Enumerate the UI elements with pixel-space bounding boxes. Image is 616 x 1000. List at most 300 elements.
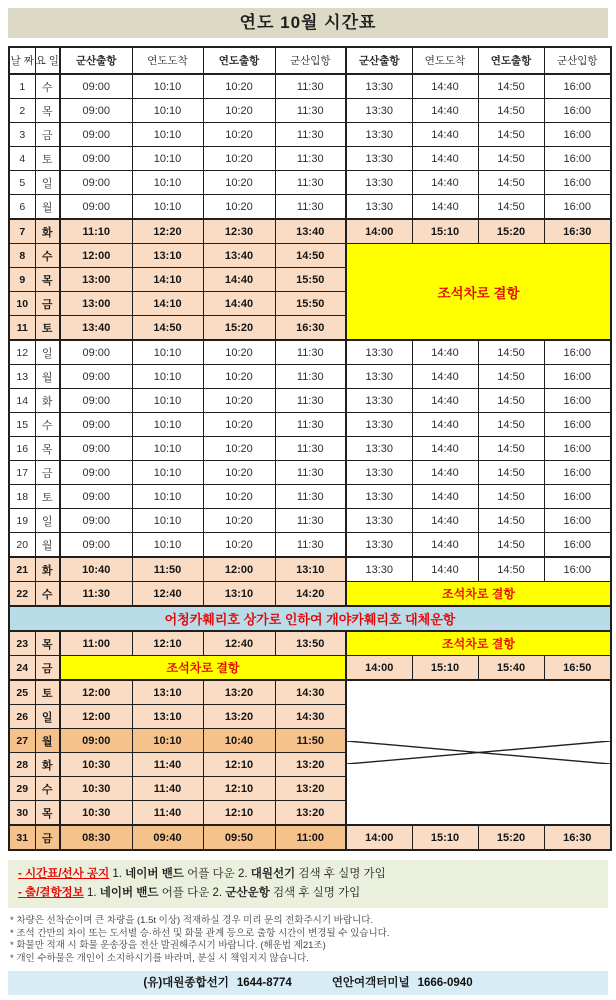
time-cell: 14:40	[412, 389, 478, 413]
time-cell: 15:50	[275, 268, 346, 292]
time-cell: 11:30	[275, 461, 346, 485]
time-cell: 11:30	[275, 195, 346, 220]
time-cell: 11:30	[275, 413, 346, 437]
time-cell: 14:20	[275, 582, 346, 607]
time-cell: 09:00	[60, 123, 132, 147]
time-cell: 09:00	[60, 147, 132, 171]
time-cell: 14:40	[203, 292, 275, 316]
time-cell: 14:40	[412, 413, 478, 437]
time-cell: 14:40	[412, 123, 478, 147]
time-cell: 13:30	[346, 413, 412, 437]
time-cell: 14:50	[478, 195, 544, 220]
notice-text: 검색 후 실명 가입	[269, 887, 361, 899]
time-cell: 13:30	[346, 74, 412, 99]
time-cell: 16:30	[544, 825, 611, 850]
notice-bold-keyword: 대원선기	[250, 868, 296, 880]
day-cell: 수	[35, 244, 60, 268]
time-cell: 14:40	[412, 533, 478, 558]
time-cell: 13:30	[346, 557, 412, 582]
time-cell: 13:10	[203, 582, 275, 607]
cancelled-cell: 조석차로 결항	[346, 631, 611, 656]
notice-text: 1.	[109, 868, 126, 880]
day-cell: 월	[35, 365, 60, 389]
time-cell: 10:20	[203, 365, 275, 389]
time-cell: 11:30	[275, 437, 346, 461]
time-cell: 11:30	[275, 99, 346, 123]
time-cell: 14:30	[275, 705, 346, 729]
table-row	[9, 582, 611, 607]
time-cell: 11:50	[275, 729, 346, 753]
day-cell: 화	[35, 557, 60, 582]
time-cell: 14:40	[412, 557, 478, 582]
time-cell: 13:30	[346, 99, 412, 123]
day-cell: 수	[35, 74, 60, 99]
time-cell: 12:40	[132, 582, 203, 607]
date-cell: 17	[9, 461, 35, 485]
time-cell: 13:20	[203, 680, 275, 705]
date-cell: 14	[9, 389, 35, 413]
time-cell: 09:00	[60, 485, 132, 509]
time-cell: 16:30	[544, 219, 611, 244]
table-row	[9, 437, 611, 461]
date-cell: 3	[9, 123, 35, 147]
day-cell: 목	[35, 268, 60, 292]
date-cell: 19	[9, 509, 35, 533]
day-cell: 목	[35, 99, 60, 123]
time-cell: 11:30	[275, 509, 346, 533]
day-cell: 금	[35, 825, 60, 850]
table-row	[9, 195, 611, 220]
time-cell: 12:20	[132, 219, 203, 244]
time-cell: 14:50	[478, 413, 544, 437]
cancelled-cell: 조석차로 결항	[346, 582, 611, 607]
time-cell: 16:00	[544, 74, 611, 99]
time-cell: 11:30	[275, 74, 346, 99]
date-cell: 6	[9, 195, 35, 220]
time-cell: 10:10	[132, 437, 203, 461]
time-cell: 16:00	[544, 99, 611, 123]
day-cell: 화	[35, 753, 60, 777]
time-cell: 16:00	[544, 389, 611, 413]
table-row	[9, 606, 611, 631]
table-row	[9, 461, 611, 485]
time-cell: 14:50	[478, 533, 544, 558]
time-cell: 13:10	[132, 680, 203, 705]
time-cell: 14:10	[132, 292, 203, 316]
time-cell: 10:20	[203, 74, 275, 99]
time-cell: 16:00	[544, 365, 611, 389]
table-row	[9, 147, 611, 171]
day-cell: 일	[35, 340, 60, 365]
table-row	[9, 389, 611, 413]
time-cell: 09:00	[60, 533, 132, 558]
time-cell: 14:40	[412, 365, 478, 389]
column-header: 군산출항	[60, 47, 132, 74]
time-cell: 10:10	[132, 99, 203, 123]
table-row	[9, 123, 611, 147]
contact-company: (유)대원종합선기	[143, 977, 229, 989]
table-row	[9, 656, 611, 681]
notice-label-departure-info: - 출/결항정보	[18, 887, 84, 899]
time-cell: 13:30	[346, 340, 412, 365]
x-cross-icon	[347, 741, 610, 764]
time-cell: 10:30	[60, 801, 132, 826]
date-cell: 20	[9, 533, 35, 558]
column-header: 군산출항	[346, 47, 412, 74]
footnote-line: * 개인 수하물은 개인이 소지하시기를 바라며, 분실 시 책임지지 않습니다.	[10, 952, 309, 964]
time-cell: 09:40	[132, 825, 203, 850]
time-cell: 14:00	[346, 825, 412, 850]
time-cell: 14:40	[412, 437, 478, 461]
time-cell: 16:00	[544, 195, 611, 220]
column-header: 요 일	[35, 47, 60, 74]
time-cell: 09:00	[60, 413, 132, 437]
day-cell: 금	[35, 656, 60, 681]
time-cell: 10:40	[60, 557, 132, 582]
time-cell: 11:30	[275, 147, 346, 171]
notice-line-timetable	[18, 865, 598, 884]
date-cell: 29	[9, 777, 35, 801]
time-cell: 10:10	[132, 147, 203, 171]
day-cell: 화	[35, 219, 60, 244]
date-cell: 21	[9, 557, 35, 582]
time-cell: 13:00	[60, 292, 132, 316]
time-cell: 10:20	[203, 485, 275, 509]
day-cell: 토	[35, 316, 60, 341]
table-row	[9, 485, 611, 509]
time-cell: 11:30	[275, 365, 346, 389]
time-cell: 13:10	[275, 557, 346, 582]
time-cell: 09:00	[60, 437, 132, 461]
table-row	[9, 557, 611, 582]
time-cell: 10:10	[132, 389, 203, 413]
time-cell: 13:30	[346, 509, 412, 533]
time-cell: 14:40	[203, 268, 275, 292]
column-header: 군산입항	[544, 47, 611, 74]
day-cell: 금	[35, 123, 60, 147]
time-cell: 14:50	[478, 437, 544, 461]
time-cell: 09:00	[60, 74, 132, 99]
table-row	[9, 825, 611, 850]
time-cell: 13:30	[346, 195, 412, 220]
date-cell: 5	[9, 171, 35, 195]
notice-text: 검색 후 실명 가입	[295, 868, 386, 880]
time-cell: 16:30	[275, 316, 346, 341]
time-cell: 16:00	[544, 171, 611, 195]
footnotes	[10, 915, 606, 965]
time-cell: 10:20	[203, 123, 275, 147]
time-cell: 11:50	[132, 557, 203, 582]
date-cell: 7	[9, 219, 35, 244]
time-cell: 16:00	[544, 461, 611, 485]
time-cell: 10:10	[132, 195, 203, 220]
time-cell: 14:40	[412, 99, 478, 123]
notice-text: 어플 다운 2.	[158, 887, 226, 899]
time-cell: 10:30	[60, 753, 132, 777]
time-cell: 11:40	[132, 801, 203, 826]
time-cell: 14:50	[478, 340, 544, 365]
time-cell: 11:00	[275, 825, 346, 850]
replacement-vessel-banner: 어청카훼리호 상가로 인하여 개야카훼리호 대체운항	[9, 606, 611, 631]
day-cell: 화	[35, 389, 60, 413]
time-cell: 12:40	[203, 631, 275, 656]
column-header: 날 짜	[9, 47, 35, 74]
time-cell: 09:00	[60, 99, 132, 123]
time-cell: 13:30	[346, 437, 412, 461]
time-cell: 13:30	[346, 461, 412, 485]
time-cell: 14:50	[478, 365, 544, 389]
time-cell: 10:10	[132, 485, 203, 509]
time-cell: 09:00	[60, 729, 132, 753]
table-row	[9, 74, 611, 99]
time-cell: 15:20	[478, 825, 544, 850]
day-cell: 수	[35, 777, 60, 801]
time-cell: 16:00	[544, 123, 611, 147]
time-cell: 15:10	[412, 656, 478, 681]
day-cell: 토	[35, 485, 60, 509]
timetable-body	[9, 74, 611, 850]
time-cell: 11:00	[60, 631, 132, 656]
date-cell: 28	[9, 753, 35, 777]
time-cell: 14:40	[412, 509, 478, 533]
time-cell: 10:20	[203, 533, 275, 558]
time-cell: 13:10	[132, 244, 203, 268]
time-cell: 13:20	[275, 753, 346, 777]
column-header: 연도도착	[412, 47, 478, 74]
time-cell: 10:20	[203, 195, 275, 220]
day-cell: 일	[35, 705, 60, 729]
time-cell: 09:00	[60, 340, 132, 365]
time-cell: 14:50	[478, 171, 544, 195]
time-cell: 10:20	[203, 461, 275, 485]
date-cell: 16	[9, 437, 35, 461]
time-cell: 10:20	[203, 147, 275, 171]
no-service-crossed-cell	[346, 680, 611, 825]
time-cell: 13:10	[132, 705, 203, 729]
day-cell: 일	[35, 171, 60, 195]
date-cell: 4	[9, 147, 35, 171]
notice-text: 1.	[83, 887, 100, 899]
footnote-line: * 화물만 적재 시 화물 운송장을 전산 발권해주시기 바랍니다. (해운법 제21조)	[10, 940, 326, 951]
date-cell: 18	[9, 485, 35, 509]
time-cell: 13:40	[275, 219, 346, 244]
time-cell: 10:10	[132, 729, 203, 753]
time-cell: 10:10	[132, 533, 203, 558]
time-cell: 14:40	[412, 340, 478, 365]
time-cell: 12:10	[132, 631, 203, 656]
time-cell: 14:50	[478, 74, 544, 99]
time-cell: 10:10	[132, 509, 203, 533]
time-cell: 13:40	[203, 244, 275, 268]
time-cell: 14:50	[478, 123, 544, 147]
time-cell: 11:30	[275, 340, 346, 365]
time-cell: 14:40	[412, 171, 478, 195]
time-cell: 14:50	[478, 485, 544, 509]
time-cell: 13:30	[346, 365, 412, 389]
time-cell: 09:50	[203, 825, 275, 850]
table-row	[9, 244, 611, 268]
time-cell: 14:50	[478, 389, 544, 413]
time-cell: 15:20	[203, 316, 275, 341]
date-cell: 8	[9, 244, 35, 268]
column-header: 연도도착	[132, 47, 203, 74]
time-cell: 16:00	[544, 533, 611, 558]
time-cell: 13:30	[346, 389, 412, 413]
time-cell: 15:20	[478, 219, 544, 244]
notice-bold-naver-band: 네이버 밴드	[99, 887, 159, 899]
time-cell: 14:10	[132, 268, 203, 292]
time-cell: 14:40	[412, 74, 478, 99]
date-cell: 15	[9, 413, 35, 437]
day-cell: 토	[35, 147, 60, 171]
time-cell: 14:00	[346, 656, 412, 681]
day-cell: 목	[35, 437, 60, 461]
time-cell: 09:00	[60, 389, 132, 413]
date-cell: 26	[9, 705, 35, 729]
day-cell: 수	[35, 413, 60, 437]
time-cell: 16:00	[544, 485, 611, 509]
time-cell: 14:30	[275, 680, 346, 705]
table-row	[9, 413, 611, 437]
time-cell: 16:00	[544, 557, 611, 582]
date-cell: 23	[9, 631, 35, 656]
date-cell: 25	[9, 680, 35, 705]
time-cell: 14:50	[478, 99, 544, 123]
time-cell: 14:50	[478, 147, 544, 171]
timetable	[8, 46, 612, 851]
table-row	[9, 680, 611, 705]
time-cell: 16:50	[544, 656, 611, 681]
table-row	[9, 533, 611, 558]
time-cell: 11:30	[275, 533, 346, 558]
time-cell: 10:20	[203, 389, 275, 413]
time-cell: 16:00	[544, 509, 611, 533]
time-cell: 10:20	[203, 171, 275, 195]
time-cell: 14:40	[412, 147, 478, 171]
notice-label-timetable: - 시간표/선사 공지	[18, 868, 110, 880]
time-cell: 10:20	[203, 99, 275, 123]
time-cell: 09:00	[60, 365, 132, 389]
contact-terminal: 연안여객터미널	[331, 977, 410, 989]
date-cell: 2	[9, 99, 35, 123]
time-cell: 16:00	[544, 147, 611, 171]
date-cell: 1	[9, 74, 35, 99]
time-cell: 15:40	[478, 656, 544, 681]
time-cell: 14:50	[275, 244, 346, 268]
time-cell: 11:30	[275, 485, 346, 509]
time-cell: 13:50	[275, 631, 346, 656]
time-cell: 16:00	[544, 437, 611, 461]
time-cell: 14:50	[478, 461, 544, 485]
time-cell: 10:20	[203, 437, 275, 461]
date-cell: 27	[9, 729, 35, 753]
table-row	[9, 171, 611, 195]
time-cell: 12:00	[203, 557, 275, 582]
timetable-header	[9, 47, 611, 74]
time-cell: 14:40	[412, 195, 478, 220]
table-row	[9, 219, 611, 244]
time-cell: 10:20	[203, 340, 275, 365]
time-cell: 09:00	[60, 195, 132, 220]
notice-bold-naver-band: 네이버 밴드	[125, 868, 184, 880]
time-cell: 13:30	[346, 171, 412, 195]
day-cell: 월	[35, 195, 60, 220]
time-cell: 11:30	[275, 171, 346, 195]
column-header: 군산입항	[275, 47, 346, 74]
date-cell: 31	[9, 825, 35, 850]
time-cell: 10:10	[132, 365, 203, 389]
time-cell: 13:30	[346, 533, 412, 558]
date-cell: 12	[9, 340, 35, 365]
notice-bold-keyword: 군산운항	[225, 887, 270, 899]
time-cell: 13:30	[346, 147, 412, 171]
time-cell: 12:10	[203, 753, 275, 777]
time-cell: 12:10	[203, 777, 275, 801]
time-cell: 14:40	[412, 461, 478, 485]
contact-bar	[8, 971, 608, 995]
date-cell: 22	[9, 582, 35, 607]
time-cell: 10:10	[132, 171, 203, 195]
table-row	[9, 365, 611, 389]
cancelled-cell: 조석차로 결항	[60, 656, 346, 681]
day-cell: 월	[35, 729, 60, 753]
time-cell: 12:00	[60, 680, 132, 705]
contact-phone-1: 1644-8774	[236, 977, 292, 989]
band-notice-box	[8, 860, 608, 908]
time-cell: 13:40	[60, 316, 132, 341]
time-cell: 11:40	[132, 753, 203, 777]
time-cell: 14:50	[478, 557, 544, 582]
time-cell: 10:40	[203, 729, 275, 753]
time-cell: 11:40	[132, 777, 203, 801]
time-cell: 16:00	[544, 340, 611, 365]
notice-line-departure-info	[18, 884, 598, 903]
date-cell: 11	[9, 316, 35, 341]
time-cell: 08:30	[60, 825, 132, 850]
time-cell: 15:10	[412, 825, 478, 850]
time-cell: 09:00	[60, 509, 132, 533]
contact-phone-2: 1666-0940	[417, 977, 473, 989]
time-cell: 10:10	[132, 123, 203, 147]
time-cell: 14:50	[478, 509, 544, 533]
cancelled-cell: 조석차로 결항	[346, 244, 611, 341]
footnote-line: * 조석 간만의 차이 또는 도서별 승·하선 및 화물 관계 등으로 출항 시간이 변경될 수 있습니다.	[10, 927, 390, 939]
time-cell: 13:30	[346, 123, 412, 147]
time-cell: 10:10	[132, 74, 203, 99]
date-cell: 30	[9, 801, 35, 826]
day-cell: 금	[35, 461, 60, 485]
day-cell: 월	[35, 533, 60, 558]
time-cell: 14:40	[412, 485, 478, 509]
day-cell: 목	[35, 631, 60, 656]
time-cell: 13:20	[275, 777, 346, 801]
column-header: 연도출항	[478, 47, 544, 74]
time-cell: 10:30	[60, 777, 132, 801]
date-cell: 9	[9, 268, 35, 292]
time-cell: 11:30	[275, 123, 346, 147]
time-cell: 13:20	[275, 801, 346, 826]
day-cell: 목	[35, 801, 60, 826]
day-cell: 금	[35, 292, 60, 316]
date-cell: 13	[9, 365, 35, 389]
table-row	[9, 509, 611, 533]
date-cell: 10	[9, 292, 35, 316]
day-cell: 일	[35, 509, 60, 533]
time-cell: 15:10	[412, 219, 478, 244]
time-cell: 14:00	[346, 219, 412, 244]
time-cell: 10:10	[132, 413, 203, 437]
time-cell: 12:00	[60, 244, 132, 268]
